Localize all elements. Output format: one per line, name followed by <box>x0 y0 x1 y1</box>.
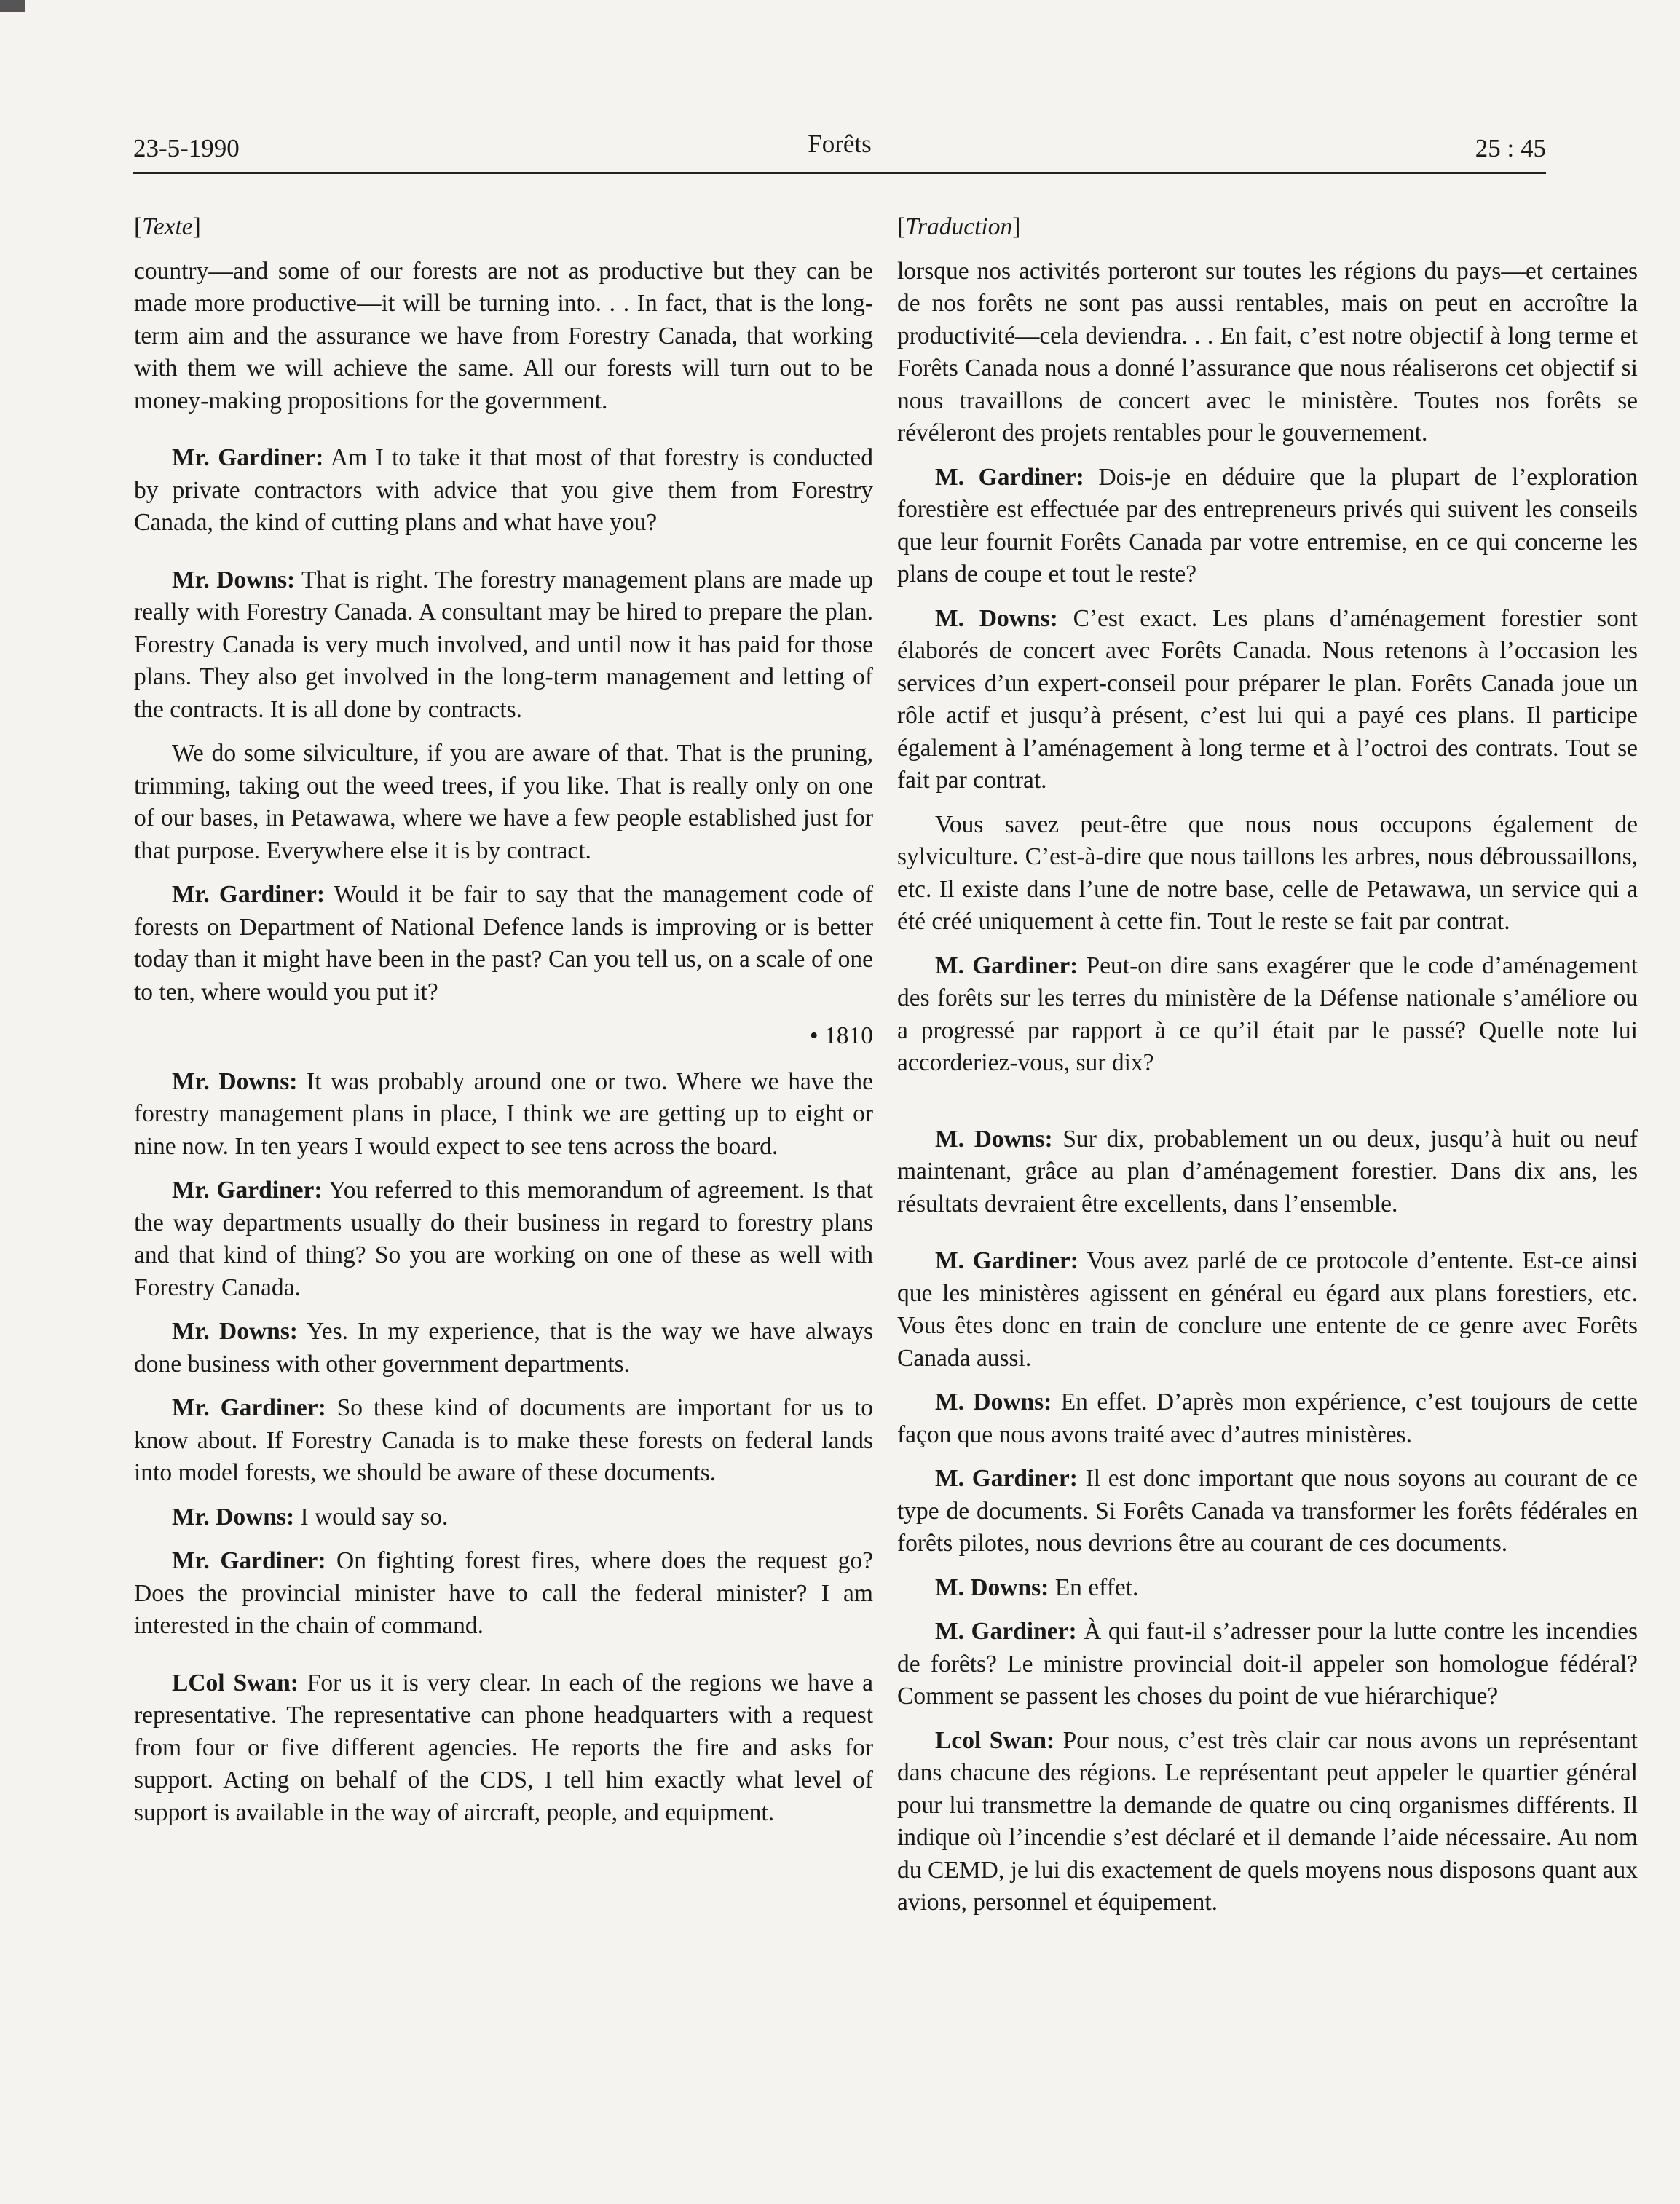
speaker-name: M. Gardiner: <box>935 952 1078 979</box>
speaker-name: M. Gardiner: <box>935 1465 1078 1492</box>
paragraph: lorsque nos activités porteront sur toutes les régions du pays—et certaines de nos forêts ne sont pas aussi rentables, mais on peut en accroître la productivité—cela deviendra. . . En fait, c’est notre objectif à long terme et Forêts Canada nous a donné l’assurance que nous réaliserons cet objectif si nous travaillons de concert avec le ministère. Toutes nos forêts se révéleront des projets rentables pour le gouvernement. <box>897 257 1638 446</box>
paragraph: LCol Swan: For us it is very clear. In each of the regions we have a representative. The representative can phone headquarters with a request from four or five different agencies. He reports the fire and asks for support. Acting on behalf of the CDS, I tell him exactly what level of support is available in the way of aircraft, people, and equipment. <box>134 1669 873 1826</box>
paragraph: M. Gardiner: Vous avez parlé de ce protocole d’entente. Est-ce ainsi que les ministères agissent en général eu égard aux plans forestiers, etc. Vous êtes donc en train de conclure une entente de ce genre avec Forêts Canada aussi. <box>897 1247 1638 1372</box>
header-date: 23-5-1990 <box>133 134 240 162</box>
header-page-number: 25 : 45 <box>1475 134 1546 162</box>
time-marker: • 1810 <box>809 1022 873 1049</box>
paragraph: We do some silviculture, if you are aware of that. That is the pruning, trimming, taking out the weed trees, if you like. That is really only on one of our bases, in Petawawa, where we have a few people established just for that purpose. Everywhere else it is by contract. <box>134 740 873 864</box>
speaker-name: Mr. Gardiner: <box>172 1547 326 1574</box>
paragraph: country—and some of our forests are not as productive but they can be made more productive—it will be turning into. . . In fact, that is the long-term aim and the assurance we have from Forestry Canada, that working with them we will achieve the same. All our forests will turn out to be money-making propositions for the government. <box>134 257 873 414</box>
paragraph: Mr. Gardiner: Would it be fair to say that the management code of forests on Department of National Defence lands is improving or is better today than it might have been in the past? Can you tell us, on a scale of one to ten, where would you put it? <box>134 881 873 1006</box>
paragraph: M. Gardiner: Dois-je en déduire que la plupart de l’exploration forestière est effectuée par des entrepreneurs privés qui suivent les conseils que leur fournit Forêts Canada par votre entremise, en ce qui concerne les plans de coupe et tout le reste? <box>897 463 1638 588</box>
speaker-name: Mr. Gardiner: <box>172 444 324 471</box>
speaker-name: M. Downs: <box>935 604 1058 632</box>
paragraph: M. Downs: C’est exact. Les plans d’aménagement forestier sont élaborés de concert avec Forêts Canada. Nous retenons à l’occasion les services d’un expert-conseil pour préparer le plan. Forêts Canada joue un rôle actif et jusqu’à présent, c’est lui qui a payé ces plans. Il participe également à l’aménagement à long terme et à l’octroi des contrats. Tout se fait par contrat. <box>897 604 1638 794</box>
paragraph: Lcol Swan: Pour nous, c’est très clair car nous avons un représentant dans chacune des régions. Le représentant peut appeler le quartier général pour lui transmettre la demande de quatre ou cinq organismes différents. Il indique où l’incendie s’est déclaré et il demande l’aide nécessaire. Au nom du CEMD, je lui dis exactement de quels moyens nous disposons quant aux avions, personnel et équipement. <box>897 1726 1638 1916</box>
paragraph: Mr. Gardiner: So these kind of documents are important for us to know about. If Forestry Canada is to make these forests on federal lands into model forests, we should be aware of these documents. <box>134 1394 873 1486</box>
speaker-name: M. Gardiner: <box>935 463 1084 491</box>
paragraph: Mr. Gardiner: Am I to take it that most of that forestry is conducted by private contractors with advice that you give them from Forestry Canada, the kind of cutting plans and what have you? <box>134 444 873 536</box>
speaker-name: M. Gardiner: <box>935 1247 1078 1274</box>
speaker-name: Mr. Downs: <box>172 566 296 593</box>
speaker-name: Mr. Downs: <box>172 1067 298 1095</box>
scan-corner-mark <box>0 0 25 12</box>
paragraph: Mr. Downs: I would say so. <box>172 1503 449 1530</box>
page-header <box>133 130 1546 172</box>
speaker-name: M. Downs: <box>935 1389 1052 1415</box>
speaker-name: Mr. Gardiner: <box>172 881 326 908</box>
speaker-name: Mr. Downs: <box>172 1503 295 1530</box>
paragraph: M. Downs: Sur dix, probablement un ou deux, jusqu’à huit ou neuf maintenant, grâce au plan d’aménagement forestier. Dans dix ans, les résultats devraient être excellents, dans l’ensemble. <box>897 1125 1638 1217</box>
paragraph: Mr. Downs: That is right. The forestry management plans are made up really with Forestry Canada. A consultant may be hired to prepare the plan. Forestry Canada is very much involved, and until now it has paid for those plans. They also get involved in the long-term management and letting of the contracts. It is all done by contracts. <box>134 566 873 723</box>
speaker-name: LCol Swan: <box>172 1669 299 1697</box>
paragraph: Mr. Gardiner: On fighting forest fires, where does the request go? Does the provincial minister have to call the federal minister? I am interested in the chain of command. <box>134 1547 873 1639</box>
speaker-name: Lcol Swan: <box>935 1726 1055 1754</box>
speaker-name: M. Downs: <box>935 1125 1053 1153</box>
paragraph: Mr. Downs: Yes. In my experience, that is the way we have always done business with other government departments. <box>134 1318 873 1378</box>
paragraph: M. Downs: En effet. <box>935 1573 1139 1601</box>
speaker-name: Mr. Gardiner: <box>172 1394 326 1421</box>
speaker-name: M. Downs: <box>935 1573 1049 1601</box>
column-label: [Texte] <box>134 213 201 240</box>
paragraph: Mr. Gardiner: You referred to this memorandum of agreement. Is that the way departments usually do their business in regard to forestry plans and that kind of thing? So you are working on one of these as well with Forestry Canada. <box>134 1177 873 1301</box>
header-title: Forêts <box>808 130 872 158</box>
paragraph: Mr. Downs: It was probably around one or two. Where we have the forestry management plans in place, I think we are getting up to eight or nine now. In ten years I would expect to see tens across the board. <box>134 1067 874 1160</box>
speaker-name: Mr. Gardiner: <box>172 1177 323 1204</box>
paragraph: M. Gardiner: Peut-on dire sans exagérer que le code d’aménagement des forêts sur les terres du ministère de la Défense nationale s’améliore ou a progressé par rapport à ce qu’il était par le passé? Quelle note lui accorderiez-vous, sur dix? <box>897 952 1638 1076</box>
header-rule <box>133 172 1546 174</box>
paragraph: M. Gardiner: À qui faut-il s’adresser pour la lutte contre les incendies de forêts? Le ministre provincial doit-il appeler son homologue fédéral? Comment se passent les choses du point de vue hiérarchique? <box>897 1618 1638 1710</box>
paragraph: M. Gardiner: Il est donc important que nous soyons au courant de ce type de documents. Si Forêts Canada va transformer les forêts fédérales en forêts pilotes, nous devrions être au courant de ces documents. <box>897 1465 1638 1557</box>
column-label: [Traduction] <box>897 213 1021 240</box>
paragraph: Vous savez peut-être que nous nous occupons également de sylviculture. C’est-à-dire que nous taillons les arbres, nous débroussaillons, etc. Il existe dans l’une de notre base, celle de Petawawa, un service qui a été créé uniquement à cette fin. Tout le reste se fait par contrat. <box>897 810 1638 935</box>
paragraph: M. Downs: En effet. D’après mon expérience, c’est toujours de cette façon que nous avons traité avec d’autres ministères. <box>897 1389 1638 1448</box>
french-column <box>897 211 1638 1931</box>
english-column <box>134 211 873 1841</box>
speaker-name: Mr. Downs: <box>172 1318 298 1345</box>
speaker-name: M. Gardiner: <box>935 1618 1077 1645</box>
